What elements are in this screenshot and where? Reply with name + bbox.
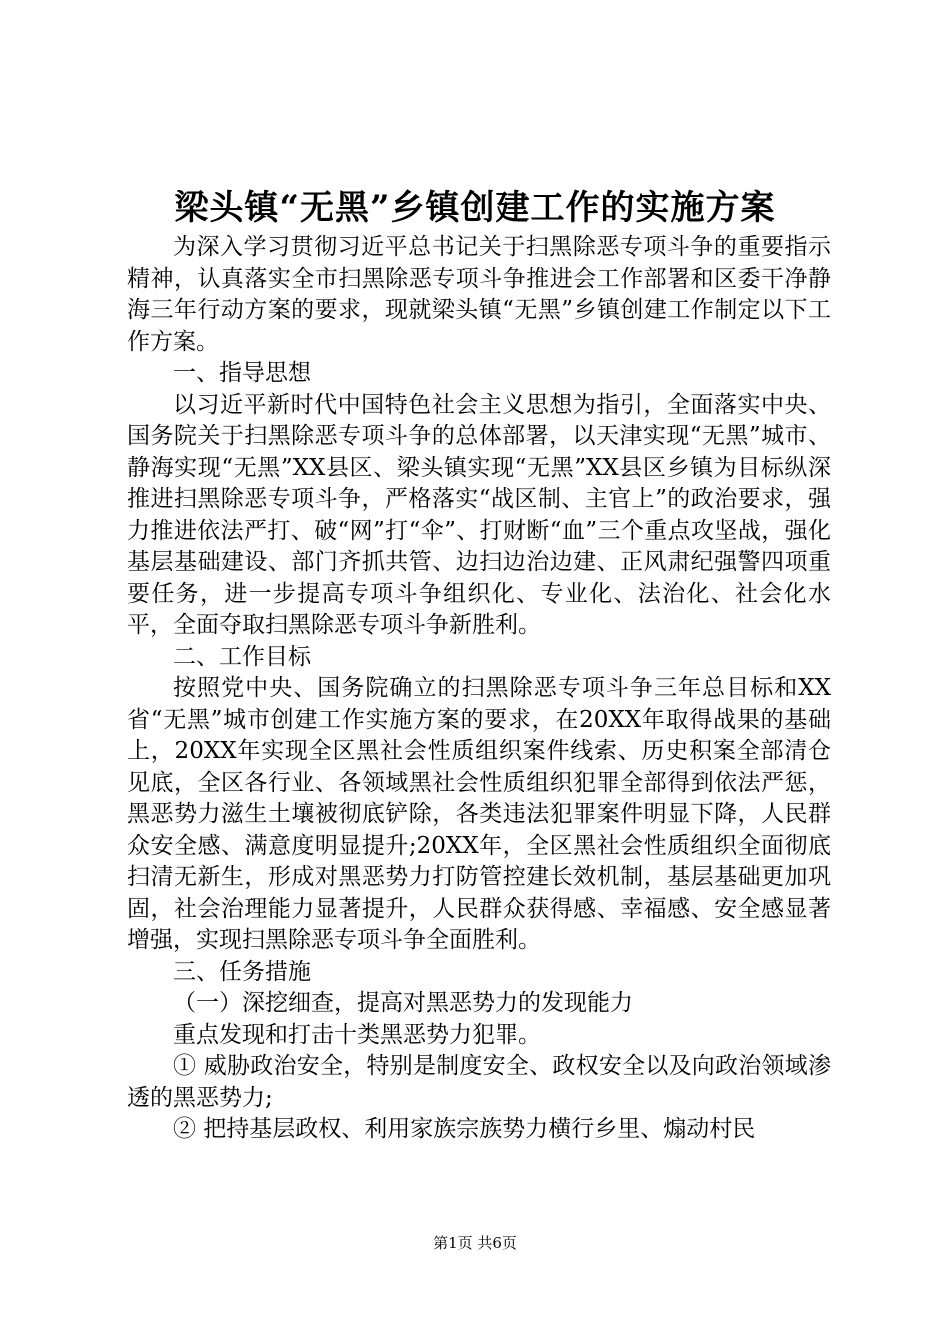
- task-paragraph: 重点发现和打击十类黑恶势力犯罪。: [173, 1021, 541, 1048]
- section-heading-guiding-thought: 一、指导思想: [173, 360, 311, 386]
- document-title: 梁头镇“无黑”乡镇创建工作的实施方案: [174, 188, 776, 228]
- section-heading-task-measures: 三、任务措施: [173, 958, 311, 985]
- work-goals-paragraph: 按照党中央、国务院确立的扫黑除恶专项斗争三年总目标和XX省“无黑”城市创建工作实施方案的要求，在20XX年取得战果的基础上，20XX年实现全区黑社会性质组织案件线索、历史积案全部清仓见底，全区各行业、各领域黑社会性质组织犯罪全部得到依法严惩，黑恶势力滋生土壤被彻底铲除，各类违法犯罪案件明显下降，人民群众安全感、满意度明显提升;20XX年，全区黑社会性质组织全面彻底扫清无新生，形成对黑恶势力打防管控建长效机制，基层基础更加巩固，社会治理能力显著提升，人民群众获得感、幸福感、安全感显著增强，实现扫黑除恶专项斗争全面胜利。: [127, 675, 831, 953]
- page-footer: 第1页 共6页: [433, 1234, 517, 1252]
- document-body: [127, 232, 831, 1146]
- list-item: ① 威胁政治安全，特别是制度安全、政权安全以及向政治领域渗透的黑恶势力;: [127, 1053, 831, 1111]
- guiding-thought-paragraph: 以习近平新时代中国特色社会主义思想为指引，全面落实中央、国务院关于扫黑除恶专项斗争的总体部署，以天津实现“无黑”城市、静海实现“无黑”XX县区、梁头镇实现“无黑”XX县区乡镇为目标纵深推进扫黑除恶专项斗争，严格落实“战区制、主官上”的政治要求，强力推进依法严打、破“网”打“伞”、打财断“血”三个重点攻坚战，强化基层基础建设、部门齐抓共管、边扫边治边建、正风肃纪强警四项重要任务，进一步提高专项斗争组织化、专业化、法治化、社会化水平，全面夺取扫黑除恶专项斗争新胜利。: [127, 391, 831, 638]
- section-heading-work-goals: 二、工作目标: [173, 643, 311, 670]
- subsection-heading-1: （一）深挖细查，提高对黑恶势力的发现能力: [173, 990, 633, 1016]
- intro-paragraph: 为深入学习贯彻习近平总书记关于扫黑除恶专项斗争的重要指示精神，认真落实全市扫黑除恶专项斗争推进会工作部署和区委干净静海三年行动方案的要求，现就梁头镇“无黑”乡镇创建工作制定以下工作方案。: [127, 234, 831, 355]
- list-item: ② 把持基层政权、利用家族宗族势力横行乡里、煽动村民: [173, 1116, 756, 1142]
